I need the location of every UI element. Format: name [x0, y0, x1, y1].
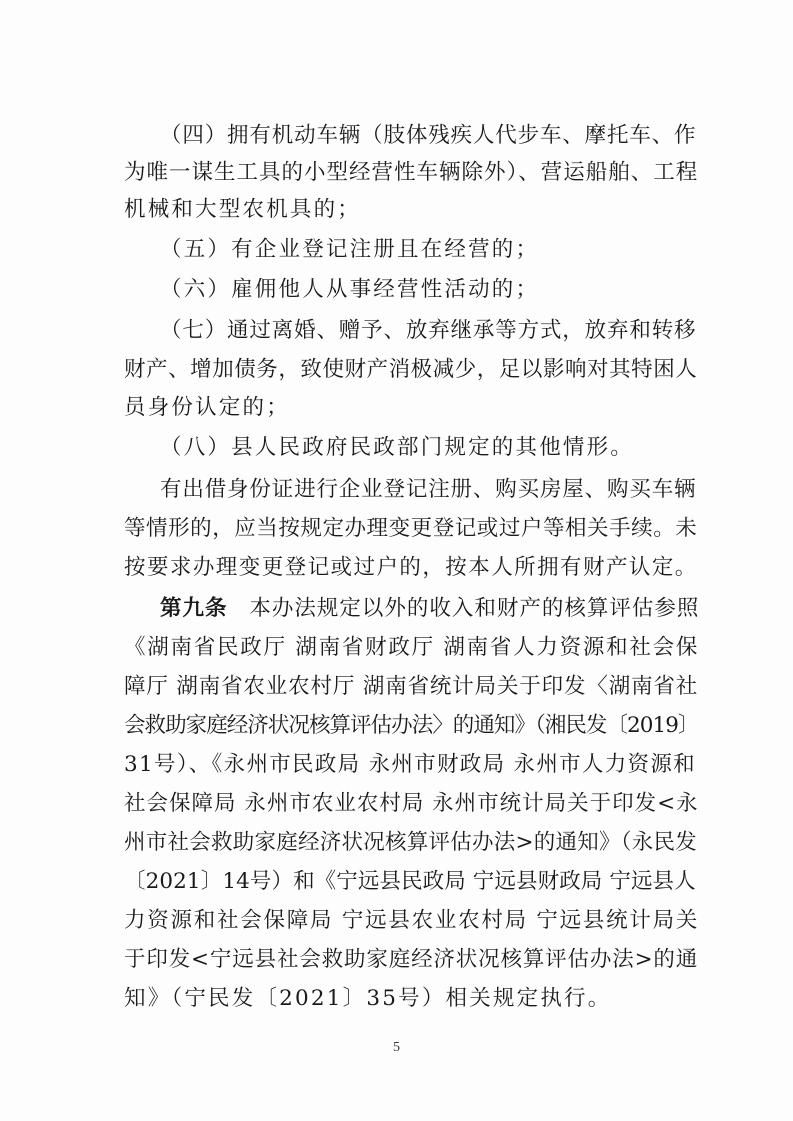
paragraph-line: 社会保障局 永州市农业农村局 永州市统计局关于印发<永 — [124, 791, 699, 816]
paragraph-line: 为唯一谋生工具的小型经营性车辆除外）、营运船舶、工程 — [124, 160, 699, 185]
article-label: 第九条 — [160, 596, 228, 621]
paragraph-line: 会救助家庭经济状况核算评估办法〉的通知》（湘民发〔2019〕 — [124, 713, 699, 738]
paragraph-line: （四）拥有机动车辆（肢体残疾人代步车、摩托车、作 — [160, 123, 697, 148]
paragraph-line: 本办法规定以外的收入和财产的核算评估参照 — [249, 596, 700, 621]
paragraph-line: 州市社会救助家庭经济状况核算评估办法>的通知》（永民发 — [124, 830, 698, 855]
paragraph-line: 《湖南省民政厅 湖南省财政厅 湖南省人力资源和社会保 — [124, 635, 700, 660]
paragraph-line: 员身份认定的； — [124, 395, 290, 420]
paragraph-line: 机械和大型农机具的； — [124, 197, 362, 222]
paragraph-line: （六）雇佣他人从事经营性活动的； — [160, 277, 540, 302]
paragraph-line: 〔2021〕14号）和《宁远县民政局 宁远县财政局 宁远县人 — [124, 869, 696, 894]
paragraph-line: 等情形的，应当按规定办理变更登记或过户等相关手续。未 — [124, 516, 698, 541]
paragraph-line: （八）县人民政府民政部门规定的其他情形。 — [160, 435, 635, 460]
paragraph-line: 按要求办理变更登记或过户的，按本人所拥有财产认定。 — [124, 555, 698, 580]
page-number: 5 — [393, 1040, 400, 1055]
paragraph-line: 障厅 湖南省农业农村厅 湖南省统计局关于印发〈湖南省社 — [124, 674, 699, 699]
paragraph-line: 于印发<宁远县社会救助家庭经济状况核算评估办法>的通 — [124, 947, 699, 972]
paragraph-line: 31号）、《永州市民政局 永州市财政局 永州市人力资源和 — [124, 752, 696, 777]
paragraph-line: 力资源和社会保障局 宁远县农业农村局 宁远县统计局关 — [124, 908, 700, 933]
article-first-line — [160, 594, 699, 624]
paragraph-line: （七）通过离婚、赠予、放弃继承等方式，放弃和转移 — [160, 318, 697, 343]
paragraph-line: （五）有企业登记注册且在经营的； — [160, 237, 540, 262]
paragraph-line: 知》（宁民发〔2021〕35号）相关规定执行。 — [124, 986, 612, 1011]
paragraph-line: 财产、增加债务，致使财产消极减少，足以影响对其特困人 — [124, 357, 698, 382]
paragraph-line: 有出借身份证进行企业登记注册、购买房屋、购买车辆 — [160, 477, 697, 502]
